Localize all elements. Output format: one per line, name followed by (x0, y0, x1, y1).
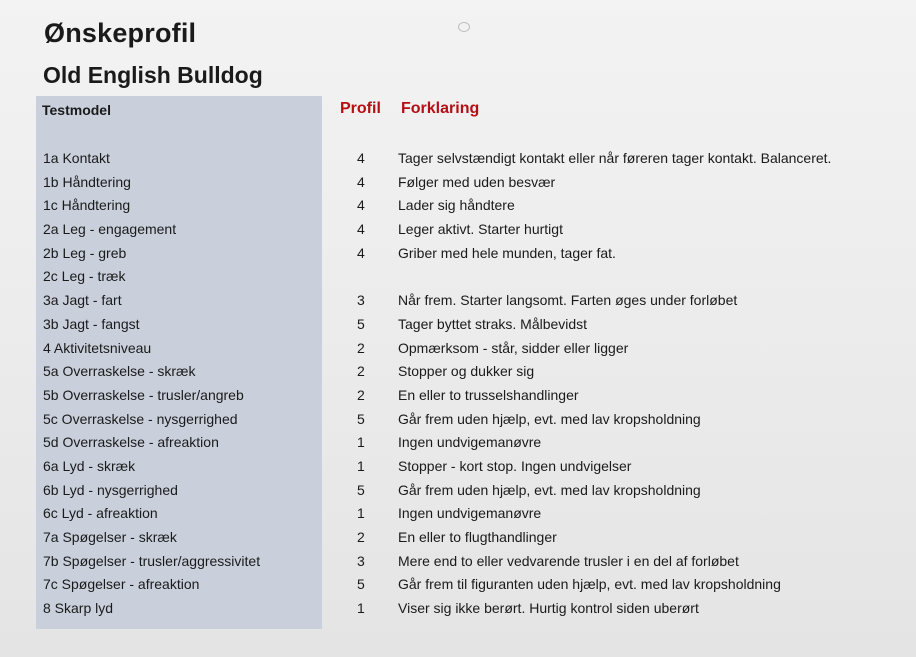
profile-value: 2 (357, 529, 365, 545)
test-label: 5c Overraskelse - nysgerrighed (43, 410, 238, 427)
table-row (0, 174, 916, 198)
explanation-text: Stopper og dukker sig (398, 363, 535, 380)
explanation-text: Ingen undvigemanøvre (398, 434, 542, 451)
test-label: 3b Jagt - fangst (43, 315, 140, 332)
profile-value: 1 (357, 600, 365, 617)
explanation-text: Viser sig ikke berørt. Hurtig kontrol siden uberørt (398, 600, 699, 617)
profile-table (0, 150, 916, 624)
explanation-text: Når frem. Starter langsomt. Farten øges under forløbet (398, 292, 738, 309)
explanation-text: Griber med hele munden, tager fat. (398, 244, 616, 261)
test-label: 6a Lyd - skræk (43, 457, 136, 474)
profile-value: 5 (357, 576, 365, 593)
table-row (0, 340, 916, 364)
header-forklaring: Forklaring (401, 100, 480, 117)
table-row (0, 505, 916, 529)
page-subtitle: Old English Bulldog (43, 62, 263, 88)
table-row (0, 458, 916, 482)
profile-value: 4 (357, 197, 365, 214)
test-label: 2c Leg - træk (43, 268, 126, 285)
page-title: Ønskeprofil (44, 18, 197, 48)
test-label: 8 Skarp lyd (43, 600, 114, 617)
test-label: 4 Aktivitetsniveau (43, 339, 152, 356)
explanation-text: Mere end to eller vedvarende trusler i en del af forløbet (398, 552, 739, 569)
explanation-text: Stopper - kort stop. Ingen undvigelser (398, 457, 632, 474)
table-row (0, 268, 916, 292)
test-label: 6b Lyd - nysgerrighed (43, 481, 178, 498)
explanation-text: Leger aktivt. Starter hurtigt (398, 221, 563, 238)
test-label: 7b Spøgelser - trusler/aggressivitet (43, 552, 261, 569)
profile-value: 2 (357, 386, 365, 403)
table-row (0, 245, 916, 269)
test-label: 5b Overraskelse - trusler/angreb (43, 386, 244, 403)
table-row (0, 197, 916, 221)
explanation-text: En eller to trusselshandlinger (398, 386, 579, 403)
table-row (0, 411, 916, 435)
test-label: 5a Overraskelse - skræk (43, 363, 196, 380)
table-row (0, 529, 916, 553)
test-label: 6c Lyd - afreaktion (43, 505, 158, 522)
test-label: 1c Håndtering (43, 197, 131, 214)
explanation-text: Følger med uden besvær (398, 173, 556, 190)
header-profil: Profil (340, 100, 381, 117)
table-row (0, 482, 916, 506)
profile-value: 4 (357, 221, 365, 238)
test-label: 5d Overraskelse - afreaktion (43, 434, 219, 451)
table-row (0, 434, 916, 458)
table-row (0, 363, 916, 387)
profile-value: 2 (357, 363, 365, 380)
test-label: 2a Leg - engagement (43, 221, 177, 238)
profile-value: 5 (357, 315, 365, 332)
test-label: 7c Spøgelser - afreaktion (43, 576, 200, 593)
profile-value: 1 (357, 505, 365, 522)
explanation-text: Opmærksom - står, sidder eller ligger (398, 339, 629, 356)
explanation-text: Går frem til figuranten uden hjælp, evt. med lav kropsholdning (398, 576, 781, 593)
table-row (0, 150, 916, 174)
table-row (0, 600, 916, 624)
profile-value: 4 (357, 244, 365, 261)
profile-value: 4 (357, 173, 365, 190)
profile-value: 1 (357, 434, 365, 451)
header-testmodel: Testmodel (42, 102, 111, 118)
test-label: 1a Kontakt (43, 150, 110, 166)
table-row (0, 316, 916, 340)
explanation-text: En eller to flugthandlinger (398, 529, 557, 545)
table-row (0, 576, 916, 600)
test-label: 1b Håndtering (43, 173, 131, 190)
profile-value: 1 (357, 457, 365, 474)
explanation-text: Går frem uden hjælp, evt. med lav kropsholdning (398, 481, 701, 498)
profile-value: 3 (357, 292, 365, 309)
table-row (0, 221, 916, 245)
explanation-text: Lader sig håndtere (398, 197, 515, 214)
test-label: 2b Leg - greb (43, 244, 127, 261)
explanation-text: Går frem uden hjælp, evt. med lav kropsholdning (398, 410, 701, 427)
test-label: 3a Jagt - fart (43, 292, 122, 309)
table-row (0, 553, 916, 577)
explanation-text: Tager selvstændigt kontakt eller når føreren tager kontakt. Balanceret. (398, 150, 832, 166)
profile-value: 2 (357, 339, 365, 356)
test-label: 7a Spøgelser - skræk (43, 529, 177, 545)
profile-value: 3 (357, 552, 365, 569)
table-row (0, 292, 916, 316)
profile-value: 5 (357, 410, 365, 427)
smudge-mark (458, 22, 470, 32)
table-row (0, 387, 916, 411)
profile-value: 5 (357, 481, 365, 498)
explanation-text: Tager byttet straks. Målbevidst (398, 315, 588, 332)
profile-value: 4 (357, 150, 365, 166)
explanation-text: Ingen undvigemanøvre (398, 505, 542, 522)
